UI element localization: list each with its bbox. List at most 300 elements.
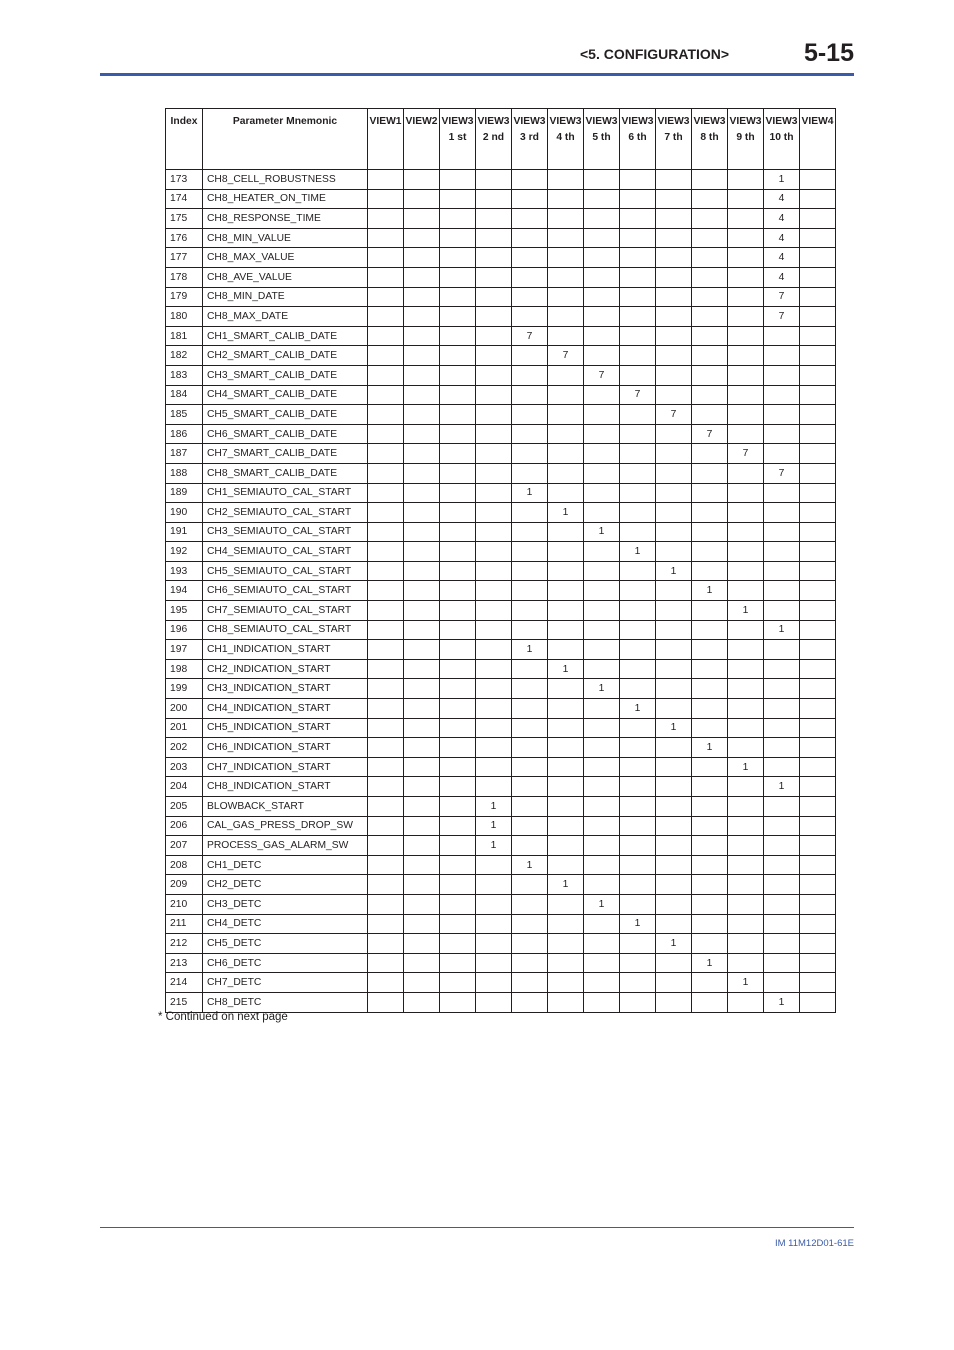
index-cell: 209 <box>166 875 203 895</box>
mnemonic-cell: CH6_DETC <box>203 953 368 973</box>
index-cell: 199 <box>166 679 203 699</box>
view-cell <box>440 816 476 836</box>
view-cell <box>368 424 404 444</box>
column-header <box>692 109 728 170</box>
continued-note: * Continued on next page <box>158 1011 288 1023</box>
view-cell <box>512 209 548 229</box>
view-cell <box>476 953 512 973</box>
index-cell: 203 <box>166 757 203 777</box>
view-cell <box>476 601 512 621</box>
view-cell <box>728 483 764 503</box>
view-cell <box>728 875 764 895</box>
view-cell <box>476 640 512 660</box>
view-cell <box>476 894 512 914</box>
mnemonic-cell: CH5_SEMIAUTO_CAL_START <box>203 561 368 581</box>
view-cell <box>440 248 476 268</box>
view-cell <box>476 542 512 562</box>
view-cell <box>512 248 548 268</box>
view-cell <box>656 326 692 346</box>
view-cell <box>368 287 404 307</box>
view-cell <box>548 189 584 209</box>
view-cell <box>656 914 692 934</box>
view-cell <box>728 992 764 1012</box>
view-cell <box>728 463 764 483</box>
view-cell <box>512 189 548 209</box>
view-cell <box>368 170 404 190</box>
mnemonic-cell: CH5_INDICATION_START <box>203 718 368 738</box>
view-cell <box>800 483 836 503</box>
view-cell <box>620 934 656 954</box>
table-row <box>166 405 836 425</box>
view-cell: 1 <box>764 620 800 640</box>
mnemonic-cell: CH5_DETC <box>203 934 368 954</box>
view-cell <box>512 679 548 699</box>
view-cell <box>656 346 692 366</box>
view-cell <box>476 424 512 444</box>
view-cell <box>764 718 800 738</box>
view-cell <box>800 287 836 307</box>
view-cell <box>440 777 476 797</box>
mnemonic-cell: CH6_SMART_CALIB_DATE <box>203 424 368 444</box>
view-cell <box>512 346 548 366</box>
column-header-label: VIEW3 <box>657 116 690 127</box>
index-cell: 192 <box>166 542 203 562</box>
view-cell <box>728 170 764 190</box>
table-row <box>166 875 836 895</box>
table-row <box>166 561 836 581</box>
view-cell <box>764 385 800 405</box>
view-cell <box>800 189 836 209</box>
view-cell <box>440 307 476 327</box>
view-cell: 1 <box>584 894 620 914</box>
view-cell: 1 <box>476 797 512 817</box>
view-cell <box>476 777 512 797</box>
view-cell <box>584 953 620 973</box>
table-row <box>166 385 836 405</box>
column-header-label: VIEW3 <box>621 116 654 127</box>
table-row <box>166 816 836 836</box>
view-cell <box>620 365 656 385</box>
index-cell: 194 <box>166 581 203 601</box>
view-cell <box>584 875 620 895</box>
column-header-label: VIEW3 <box>477 116 510 127</box>
view-cell <box>404 483 440 503</box>
view-cell: 7 <box>620 385 656 405</box>
view-cell <box>728 718 764 738</box>
view-cell <box>368 209 404 229</box>
view-cell <box>476 405 512 425</box>
view-cell <box>476 189 512 209</box>
view-cell <box>800 267 836 287</box>
table-row <box>166 914 836 934</box>
index-cell: 179 <box>166 287 203 307</box>
view-cell <box>404 620 440 640</box>
view-cell <box>656 581 692 601</box>
view-cell <box>440 228 476 248</box>
view-cell <box>584 385 620 405</box>
view-cell: 7 <box>764 287 800 307</box>
index-cell: 191 <box>166 522 203 542</box>
view-cell <box>800 992 836 1012</box>
view-cell <box>656 855 692 875</box>
view-cell <box>728 542 764 562</box>
view-cell <box>656 973 692 993</box>
view-cell <box>368 228 404 248</box>
view-cell <box>584 561 620 581</box>
view-cell <box>404 718 440 738</box>
view-cell <box>692 875 728 895</box>
view-cell <box>368 365 404 385</box>
index-cell: 187 <box>166 444 203 464</box>
view-cell <box>476 581 512 601</box>
view-cell <box>764 659 800 679</box>
mnemonic-cell: CH2_SEMIAUTO_CAL_START <box>203 503 368 523</box>
mnemonic-cell: CAL_GAS_PRESS_DROP_SW <box>203 816 368 836</box>
table-row <box>166 640 836 660</box>
view-cell <box>584 483 620 503</box>
table-row <box>166 953 836 973</box>
view-cell <box>476 326 512 346</box>
view-cell <box>368 522 404 542</box>
view-cell <box>764 953 800 973</box>
view-cell <box>620 444 656 464</box>
view-cell <box>440 738 476 758</box>
table-row <box>166 836 836 856</box>
view-cell <box>584 620 620 640</box>
view-cell <box>728 346 764 366</box>
view-cell <box>512 287 548 307</box>
view-cell <box>404 248 440 268</box>
view-cell <box>800 679 836 699</box>
column-header-sublabel: 3 rd <box>520 132 539 143</box>
view-cell <box>440 561 476 581</box>
view-cell <box>692 228 728 248</box>
view-cell <box>620 718 656 738</box>
view-cell <box>404 170 440 190</box>
table-row <box>166 228 836 248</box>
view-cell: 1 <box>512 483 548 503</box>
index-cell: 208 <box>166 855 203 875</box>
view-cell <box>512 992 548 1012</box>
view-cell <box>800 836 836 856</box>
mnemonic-cell: CH2_SMART_CALIB_DATE <box>203 346 368 366</box>
view-cell <box>440 914 476 934</box>
view-cell <box>728 699 764 719</box>
view-cell <box>584 170 620 190</box>
mnemonic-cell: CH8_MIN_VALUE <box>203 228 368 248</box>
view-cell <box>728 522 764 542</box>
view-cell <box>476 757 512 777</box>
view-cell <box>764 816 800 836</box>
view-cell <box>800 973 836 993</box>
view-cell <box>368 816 404 836</box>
view-cell <box>764 522 800 542</box>
view-cell <box>800 914 836 934</box>
view-cell <box>764 365 800 385</box>
view-cell <box>656 385 692 405</box>
view-cell <box>620 894 656 914</box>
column-header-label: VIEW1 <box>369 116 402 127</box>
view-cell <box>728 934 764 954</box>
view-cell <box>368 444 404 464</box>
view-cell <box>692 189 728 209</box>
view-cell <box>692 718 728 738</box>
view-cell <box>800 405 836 425</box>
view-cell <box>620 503 656 523</box>
view-cell <box>764 601 800 621</box>
view-cell <box>368 953 404 973</box>
view-cell <box>692 620 728 640</box>
view-cell <box>476 248 512 268</box>
view-cell <box>440 209 476 229</box>
mnemonic-cell: CH4_DETC <box>203 914 368 934</box>
header-rule <box>100 73 854 76</box>
view-cell <box>368 307 404 327</box>
mnemonic-cell: CH1_DETC <box>203 855 368 875</box>
column-header <box>584 109 620 170</box>
view-cell <box>512 953 548 973</box>
view-cell: 1 <box>512 640 548 660</box>
view-cell <box>404 953 440 973</box>
view-cell <box>656 228 692 248</box>
view-cell <box>800 463 836 483</box>
view-cell <box>584 973 620 993</box>
view-cell <box>368 738 404 758</box>
index-cell: 178 <box>166 267 203 287</box>
view-cell <box>476 307 512 327</box>
mnemonic-cell: CH8_CELL_ROBUSTNESS <box>203 170 368 190</box>
table-row <box>166 777 836 797</box>
view-cell <box>584 267 620 287</box>
view-cell <box>368 836 404 856</box>
index-cell: 184 <box>166 385 203 405</box>
view-cell <box>404 346 440 366</box>
mnemonic-cell: CH8_RESPONSE_TIME <box>203 209 368 229</box>
view-cell: 4 <box>764 248 800 268</box>
index-cell: 213 <box>166 953 203 973</box>
mnemonic-cell: CH2_DETC <box>203 875 368 895</box>
mnemonic-cell: CH8_MAX_DATE <box>203 307 368 327</box>
index-cell: 215 <box>166 992 203 1012</box>
mnemonic-cell: CH1_INDICATION_START <box>203 640 368 660</box>
view-cell <box>692 503 728 523</box>
view-cell <box>368 248 404 268</box>
view-cell <box>800 385 836 405</box>
index-cell: 180 <box>166 307 203 327</box>
view-cell <box>512 228 548 248</box>
view-cell <box>404 973 440 993</box>
view-cell <box>512 816 548 836</box>
index-cell: 174 <box>166 189 203 209</box>
view-cell <box>656 483 692 503</box>
view-cell: 1 <box>764 170 800 190</box>
view-cell <box>476 561 512 581</box>
view-cell <box>440 365 476 385</box>
view-cell <box>512 542 548 562</box>
view-cell <box>368 346 404 366</box>
view-cell <box>512 503 548 523</box>
column-header <box>800 109 836 170</box>
view-cell <box>548 267 584 287</box>
view-cell <box>548 699 584 719</box>
table-row <box>166 209 836 229</box>
index-cell: 173 <box>166 170 203 190</box>
view-cell <box>800 581 836 601</box>
view-cell <box>476 228 512 248</box>
view-cell <box>764 326 800 346</box>
table-row <box>166 346 836 366</box>
view-cell <box>692 934 728 954</box>
view-cell <box>440 601 476 621</box>
table-row <box>166 855 836 875</box>
table-row <box>166 189 836 209</box>
view-cell <box>764 738 800 758</box>
view-cell <box>368 581 404 601</box>
view-cell: 7 <box>764 463 800 483</box>
view-cell: 4 <box>764 228 800 248</box>
column-header <box>476 109 512 170</box>
view-cell <box>800 424 836 444</box>
view-cell <box>404 326 440 346</box>
table-row <box>166 738 836 758</box>
view-cell <box>476 934 512 954</box>
view-cell <box>548 307 584 327</box>
view-cell <box>692 836 728 856</box>
column-header <box>368 109 404 170</box>
view-cell <box>656 699 692 719</box>
view-cell <box>692 777 728 797</box>
view-cell <box>368 777 404 797</box>
table-row <box>166 326 836 346</box>
view-cell <box>440 973 476 993</box>
view-cell <box>656 640 692 660</box>
column-header <box>728 109 764 170</box>
view-cell <box>764 797 800 817</box>
view-cell <box>620 679 656 699</box>
view-cell <box>476 973 512 993</box>
view-cell <box>620 620 656 640</box>
view-cell <box>440 855 476 875</box>
index-cell: 214 <box>166 973 203 993</box>
view-cell <box>548 620 584 640</box>
page-number: 5-15 <box>803 39 854 67</box>
view-cell: 1 <box>620 699 656 719</box>
section-title: <5. CONFIGURATION> <box>580 46 730 62</box>
view-cell <box>548 444 584 464</box>
view-cell <box>404 836 440 856</box>
view-cell <box>584 424 620 444</box>
view-cell <box>620 581 656 601</box>
view-cell <box>476 209 512 229</box>
view-cell <box>620 346 656 366</box>
mnemonic-cell: CH6_INDICATION_START <box>203 738 368 758</box>
view-cell <box>728 503 764 523</box>
view-cell <box>692 444 728 464</box>
view-cell <box>692 640 728 660</box>
view-cell <box>620 953 656 973</box>
mnemonic-cell: CH8_DETC <box>203 992 368 1012</box>
view-cell <box>404 797 440 817</box>
column-header-label: VIEW2 <box>405 116 438 127</box>
view-cell: 4 <box>764 267 800 287</box>
view-cell <box>800 346 836 366</box>
view-cell <box>548 679 584 699</box>
mnemonic-cell: CH8_SMART_CALIB_DATE <box>203 463 368 483</box>
view-cell <box>368 405 404 425</box>
view-cell <box>584 326 620 346</box>
view-cell <box>656 503 692 523</box>
view-cell <box>548 992 584 1012</box>
column-header <box>548 109 584 170</box>
index-cell: 204 <box>166 777 203 797</box>
view-cell <box>800 797 836 817</box>
view-cell <box>404 228 440 248</box>
view-cell <box>440 522 476 542</box>
view-cell <box>548 542 584 562</box>
view-cell <box>620 816 656 836</box>
view-cell <box>620 836 656 856</box>
view-cell <box>512 522 548 542</box>
view-cell <box>764 444 800 464</box>
view-cell <box>584 228 620 248</box>
view-cell <box>764 679 800 699</box>
view-cell <box>584 934 620 954</box>
view-cell <box>800 620 836 640</box>
view-cell <box>656 209 692 229</box>
view-cell <box>368 679 404 699</box>
mnemonic-cell: CH3_DETC <box>203 894 368 914</box>
table-row <box>166 659 836 679</box>
view-cell <box>620 601 656 621</box>
index-cell: 206 <box>166 816 203 836</box>
view-cell: 7 <box>728 444 764 464</box>
view-cell <box>440 444 476 464</box>
view-cell <box>728 581 764 601</box>
view-cell <box>584 836 620 856</box>
view-cell <box>656 620 692 640</box>
view-cell <box>548 405 584 425</box>
view-cell <box>512 581 548 601</box>
view-cell <box>368 875 404 895</box>
index-cell: 185 <box>166 405 203 425</box>
view-cell <box>440 267 476 287</box>
view-cell <box>404 855 440 875</box>
view-cell <box>620 463 656 483</box>
view-cell <box>584 503 620 523</box>
view-cell: 1 <box>512 855 548 875</box>
view-cell <box>440 287 476 307</box>
view-cell <box>800 738 836 758</box>
view-cell <box>548 326 584 346</box>
view-cell <box>368 934 404 954</box>
view-cell <box>584 914 620 934</box>
view-cell <box>620 738 656 758</box>
column-header-sublabel: 1 st <box>448 132 467 143</box>
view-cell <box>692 973 728 993</box>
view-cell: 7 <box>656 405 692 425</box>
view-cell <box>368 973 404 993</box>
index-cell: 200 <box>166 699 203 719</box>
view-cell <box>368 992 404 1012</box>
mnemonic-cell: CH1_SEMIAUTO_CAL_START <box>203 483 368 503</box>
mnemonic-cell: CH4_SEMIAUTO_CAL_START <box>203 542 368 562</box>
column-header-label: VIEW3 <box>585 116 618 127</box>
view-cell <box>764 699 800 719</box>
view-cell <box>764 346 800 366</box>
column-header-label: VIEW4 <box>801 116 834 127</box>
view-cell <box>512 659 548 679</box>
column-header-label: Index <box>170 116 198 127</box>
